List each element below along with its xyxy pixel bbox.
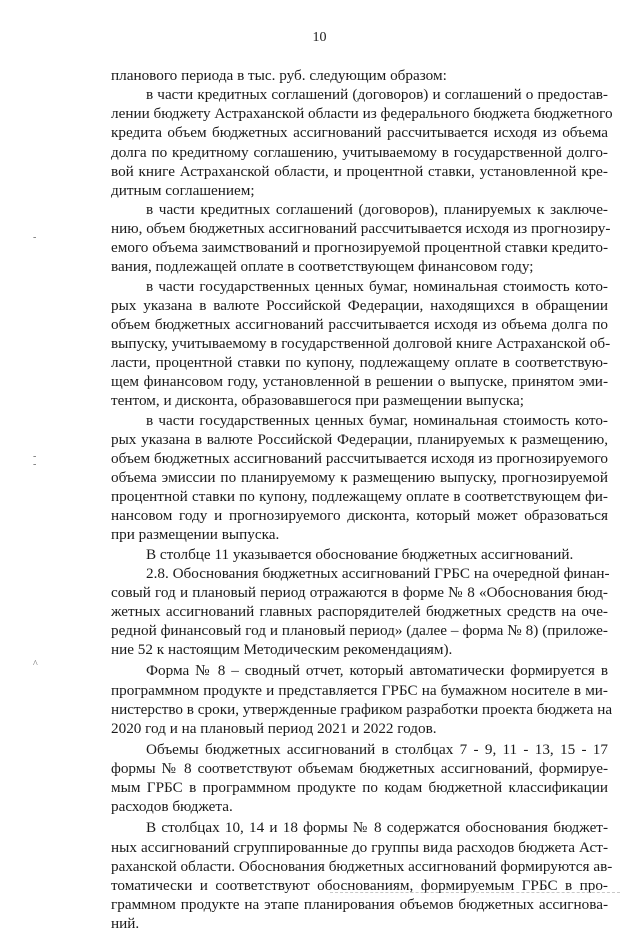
text-line: раханской области. Обоснования бюджетных ассигнований формируются ав- (111, 857, 613, 875)
text-line: объема эмиссии по планируемому к размещению выпуску, прогнозируемой (111, 468, 608, 486)
text-line: рых указана в валюте Российской Федерации, планируемых к размещению, (111, 430, 608, 448)
text-line: лении бюджету Астраханской области из федерального бюджета бюджетного (111, 105, 613, 123)
margin-mark: - (33, 451, 37, 462)
text-line: ных ассигнований сгруппированные до группы вида расходов бюджета Аст- (111, 838, 608, 856)
text-line: емого объема заимствований и прогнозируемой процентной ставки кредито- (111, 239, 608, 257)
text-line: формы № 8 соответствуют объемам бюджетных ассигнований, формируе- (111, 760, 608, 778)
page-number: 10 (312, 30, 327, 45)
scan-edge-line (330, 892, 620, 893)
text-line: в части государственных ценных бумаг, номинальная стоимость кото- (146, 411, 608, 429)
text-line: в части государственных ценных бумаг, номинальная стоимость кото- (146, 277, 608, 295)
text-line: ласти, процентной ставки по купону, подлежащему оплате в соответствую- (111, 354, 608, 372)
text-line: при размещении выпуска. (111, 526, 280, 544)
text-line: томатически и соответствуют обоснованиям, формируемым ГРБС в про- (111, 876, 608, 894)
text-line: в части кредитных соглашений (договоров), планируемых к заключе- (146, 200, 608, 218)
text-line: 2.8. Обоснования бюджетных ассигнований ГРБС на очередной финан- (146, 564, 610, 582)
margin-mark: - (33, 232, 37, 243)
text-line: вания, подлежащей оплате в соответствующем финансовом году; (111, 258, 534, 276)
text-line: нансовом году и прогнозируемого дисконта, который может образоваться (111, 507, 608, 525)
text-line: кредита объем бюджетных ассигнований рассчитывается исходя из объема (111, 124, 608, 142)
text-line: В столбце 11 указывается обоснование бюджетных ассигнований. (146, 545, 574, 563)
text-line: Форма № 8 – сводный отчет, который автоматически формируется в (146, 662, 608, 680)
text-line: объем бюджетных ассигнований рассчитывается исходя из объема долга по (111, 315, 608, 333)
body-text (111, 66, 613, 933)
text-line: В столбцах 10, 14 и 18 формы № 8 содержатся обоснования бюджет- (146, 819, 608, 837)
text-line: вой книге Астраханской области, и процентной ставки, установленной кре- (111, 162, 608, 180)
text-line: нию, объем бюджетных ассигнований рассчитывается исходя из прогнозиру- (111, 220, 611, 238)
text-line: щем финансовом году, установленной в решении о выпуске, принятом эми- (111, 373, 608, 391)
text-line: совый год и плановый период отражаются в форме № 8 «Обоснования бюд- (111, 583, 608, 601)
text-line: ний. (111, 915, 140, 933)
margin-mark: - (33, 459, 37, 470)
text-line: объем бюджетных ассигнований рассчитывается исходя из прогнозируемого (111, 449, 608, 467)
text-line: ние 52 к настоящим Методическим рекомендациям). (111, 641, 453, 659)
text-line: жетных ассигнований главных распорядителей бюджетных средств на оче- (111, 602, 608, 620)
text-line: выпуску, учитываемому в государственной долговой книге Астраханской об- (111, 334, 611, 352)
text-line: тентом, и дисконта, образовавшегося при размещении выпуска; (111, 392, 524, 410)
text-line: расходов бюджета. (111, 798, 233, 816)
text-line: рых указана в валюте Российской Федерации, находящихся в обращении (111, 296, 608, 314)
text-line: в части кредитных соглашений (договоров) и соглашений о предостав- (146, 86, 608, 104)
text-line: Объемы бюджетных ассигнований в столбцах 7 - 9, 11 - 13, 15 - 17 (146, 740, 608, 758)
text-line: нистерство в сроки, утвержденные графиком разработки проекта бюджета на (111, 700, 613, 718)
text-line: граммном продукте на этапе планирования объемов бюджетных ассигнова- (111, 896, 608, 914)
text-line: 2020 год и на плановый период 2021 и 2022 годов. (111, 719, 437, 737)
text-line: редной финансовый год и плановый период» (далее – форма № 8) (приложе- (111, 622, 608, 640)
text-line: мым ГРБС в программном продукте по кодам бюджетной классификации (111, 779, 608, 797)
text-line: процентной ставки по купону, подлежащему оплате в соответствующем фи- (111, 488, 608, 506)
margin-mark: ^ (33, 659, 38, 670)
text-line: планового периода в тыс. руб. следующим образом: (111, 67, 447, 84)
text-line: долга по кредитному соглашению, учитываемому в государственной долго- (111, 143, 608, 161)
text-line: дитным соглашением; (111, 181, 255, 199)
text-line: программном продукте и представляется ГРБС на бумажном носителе в ми- (111, 681, 608, 699)
